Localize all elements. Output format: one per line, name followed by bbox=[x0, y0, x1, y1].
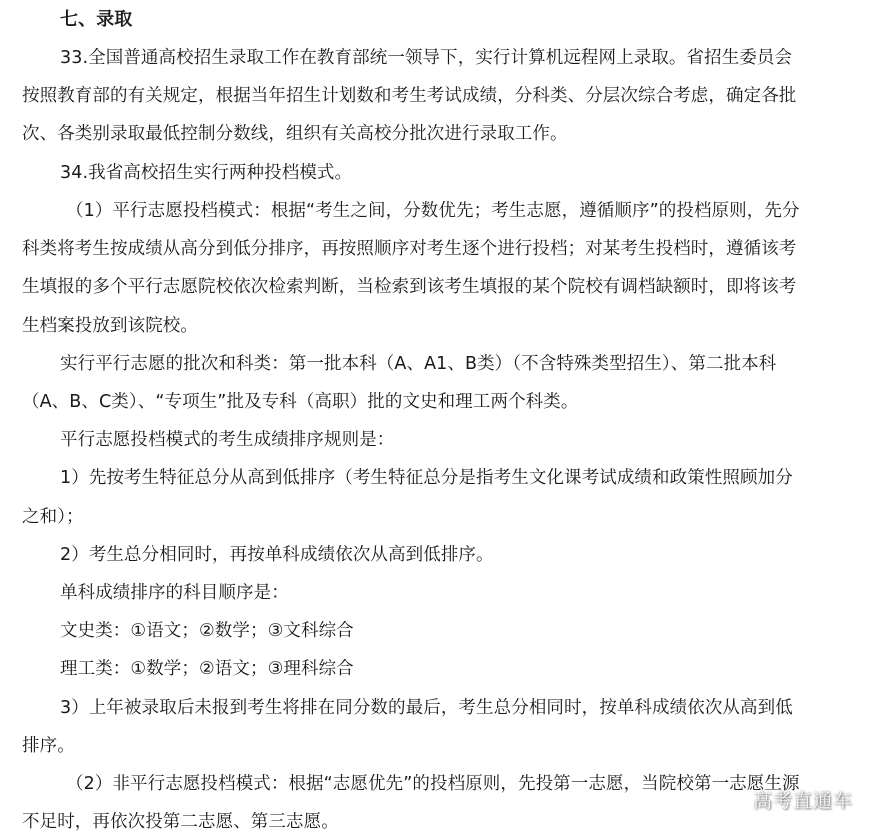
mode1-line-2: 科类将考生按成绩从高分到低分排序，再按照顺序对考生逐个进行投档；对某考生投档时，遵循该考 bbox=[22, 239, 797, 259]
batches-line-1: 实行平行志愿的批次和科类：第一批本科（A、A1、B类）（不含特殊类型招生）、第二批本科 bbox=[60, 354, 777, 374]
subject-order: 单科成绩排序的科目顺序是： bbox=[60, 583, 289, 603]
paragraph-34: 34.我省高校招生实行两种投档模式。 bbox=[60, 163, 353, 183]
section-heading: 七、录取 bbox=[60, 9, 133, 30]
ligong-order: 理工类：①数学；②语文；③理科综合 bbox=[60, 659, 354, 679]
rule1-line-2: 之和）； bbox=[22, 507, 84, 527]
mode2-line-1: （2）非平行志愿投档模式：根据“志愿优先”的投档原则，先投第一志愿，当院校第一志愿生源 bbox=[66, 774, 800, 794]
mode2-line-2: 不足时，再依次投第二志愿、第三志愿。 bbox=[22, 812, 339, 832]
rule1-line-1: 1）先按考生特征总分从高到低排序（考生特征总分是指考生文化课考试成绩和政策性照顾加分 bbox=[60, 468, 793, 488]
mode1-line-4: 生档案投放到该院校。 bbox=[22, 316, 198, 336]
rules-intro: 平行志愿投档模式的考生成绩排序规则是： bbox=[60, 430, 395, 450]
paragraph-33-line-2: 按照教育部的有关规定，根据当年招生计划数和考生考试成绩，分科类、分层次综合考虑，确定各批 bbox=[22, 86, 797, 106]
rule2: 2）考生总分相同时，再按单科成绩依次从高到低排序。 bbox=[60, 545, 494, 565]
rule3-line-2: 排序。 bbox=[22, 736, 75, 756]
rule3-line-1: 3）上年被录取后未报到考生将排在同分数的最后，考生总分相同时，按单科成绩依次从高到低 bbox=[60, 698, 793, 718]
paragraph-33-line-1: 33.全国普通高校招生录取工作在教育部统一领导下，实行计算机远程网上录取。省招生委员会 bbox=[60, 48, 793, 68]
batches-line-2: （A、B、C类）、“专项生”批及专科（高职）批的文史和理工两个科类。 bbox=[22, 392, 579, 412]
paragraph-33-line-3: 次、各类别录取最低控制分数线，组织有关高校分批次进行录取工作。 bbox=[22, 124, 568, 144]
watermark: 高考直通车 bbox=[752, 790, 853, 812]
wenshi-order: 文史类：①语文；②数学；③文科综合 bbox=[60, 621, 354, 641]
mode1-line-3: 生填报的多个平行志愿院校依次检索判断，当检索到该考生填报的某个院校有调档缺额时，即将该考 bbox=[22, 277, 797, 297]
mode1-line-1: （1）平行志愿投档模式：根据“考生之间，分数优先；考生志愿，遵循顺序”的投档原则，先分 bbox=[66, 201, 800, 221]
